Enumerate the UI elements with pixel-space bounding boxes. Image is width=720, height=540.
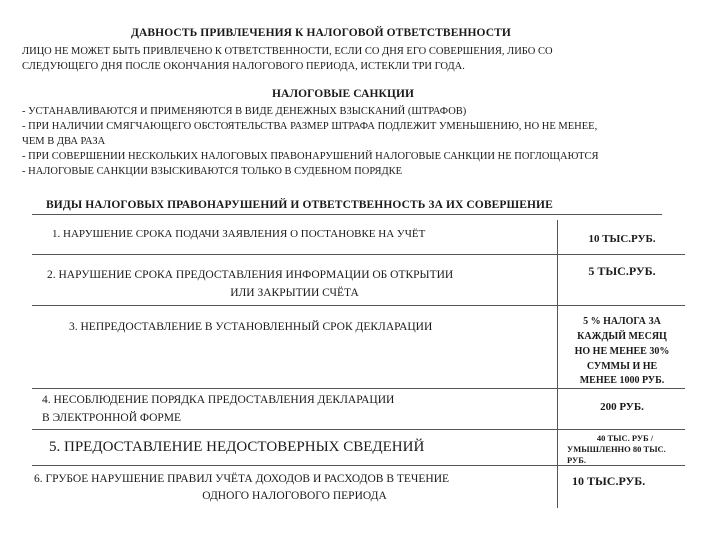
fine-amount: 5 ТЫС.РУБ. (588, 264, 656, 278)
violation-desc-cont: ИЛИ ЗАКРЫТИИ СЧЁТА (230, 287, 359, 299)
violations-title: ВИДЫ НАЛОГОВЫХ ПРАВОНАРУШЕНИЙ И ОТВЕТСТВЕННОСТЬ ЗА ИХ СОВЕРШЕНИЕ (46, 199, 553, 211)
violation-desc: 2. НАРУШЕНИЕ СРОКА ПРЕДОСТАВЛЕНИЯ ИНФОРМАЦИИ ОБ ОТКРЫТИИ (47, 269, 454, 281)
sanctions-line-3: ЧЕМ В ДВА РАЗА (22, 136, 106, 147)
sanctions-line-2: - ПРИ НАЛИЧИИ СМЯГЧАЮЩЕГО ОБСТОЯТЕЛЬСТВА РАЗМЕР ШТРАФА ПОДЛЕЖИТ УМЕНЬШЕНИЮ, НО НЕ МЕНЕЕ, (22, 121, 598, 132)
fine-amount: НО НЕ МЕНЕЕ 30% (574, 346, 670, 357)
fine-amount: КАЖДЫЙ МЕСЯЦ (577, 331, 667, 342)
sanctions-line-4: - ПРИ СОВЕРШЕНИИ НЕСКОЛЬКИХ НАЛОГОВЫХ ПРАВОНАРУШЕНИЙ НАЛОГОВЫЕ САНКЦИИ НЕ ПОГЛОЩАЮТСЯ (22, 151, 599, 162)
sanctions-title: НАЛОГОВЫЕ САНКЦИИ (272, 88, 415, 100)
fine-amount: 200 РУБ. (600, 401, 644, 413)
table-row (32, 389, 557, 430)
violation-desc: 6. ГРУБОЕ НАРУШЕНИЕ ПРАВИЛ УЧЁТА ДОХОДОВ И РАСХОДОВ В ТЕЧЕНИЕ (34, 473, 450, 485)
table-row (32, 313, 557, 389)
table-row (32, 220, 557, 255)
violation-desc: 5. ПРЕДОСТАВЛЕНИЕ НЕДОСТОВЕРНЫХ СВЕДЕНИЙ (49, 439, 425, 455)
prescription-line-1: ЛИЦО НЕ МОЖЕТ БЫТЬ ПРИВЛЕЧЕНО К ОТВЕТСТВЕННОСТИ, ЕСЛИ СО ДНЯ ЕГО СОВЕРШЕНИЯ, ЛИБО СО (22, 46, 553, 57)
sanctions-line-1: - УСТАНАВЛИВАЮТСЯ И ПРИМЕНЯЮТСЯ В ВИДЕ ДЕНЕЖНЫХ ВЗЫСКАНИЙ (ШТРАФОВ) (22, 106, 467, 117)
fine-amount: РУБ. (567, 455, 586, 465)
fine-amount: 5 % НАЛОГА ЗА (583, 316, 661, 327)
fine-amount: СУММЫ И НЕ (586, 361, 658, 372)
violation-desc: 3. НЕПРЕДОСТАВЛЕНИЕ В УСТАНОВЛЕННЫЙ СРОК ДЕКЛАРАЦИИ (69, 321, 433, 333)
fine-amount: УМЫШЛЕННО 80 ТЫС. (567, 444, 666, 454)
fine-cell (557, 306, 685, 389)
fine-cell (557, 466, 685, 508)
fine-cell (557, 389, 685, 430)
fine-amount: 10 ТЫС.РУБ. (588, 233, 656, 245)
table-row (32, 466, 557, 508)
violation-desc: 4. НЕСОБЛЮДЕНИЕ ПОРЯДКА ПРЕДОСТАВЛЕНИЯ ДЕКЛАРАЦИИ (42, 394, 395, 406)
fine-cell (557, 255, 685, 306)
prescription-title: ДАВНОСТЬ ПРИВЛЕЧЕНИЯ К НАЛОГОВОЙ ОТВЕТСТВЕННОСТИ (131, 27, 511, 39)
fine-amount: 10 ТЫС.РУБ. (572, 474, 646, 488)
fine-cell (557, 220, 685, 255)
violation-desc-cont: ОДНОГО НАЛОГОВОГО ПЕРИОДА (202, 490, 387, 502)
table-row (32, 430, 557, 466)
table-row (32, 262, 557, 306)
fine-amount: 40 ТЫС. РУБ / (596, 433, 654, 443)
violation-desc: 1. НАРУШЕНИЕ СРОКА ПОДАЧИ ЗАЯВЛЕНИЯ О ПОСТАНОВКЕ НА УЧЁТ (52, 228, 426, 240)
fine-amount: МЕНЕЕ 1000 РУБ. (579, 375, 665, 386)
title-divider (32, 214, 662, 215)
violation-desc-cont: В ЭЛЕКТРОННОЙ ФОРМЕ (42, 412, 182, 424)
sanctions-line-5: - НАЛОГОВЫЕ САНКЦИИ ВЗЫСКИВАЮТСЯ ТОЛЬКО В СУДЕБНОМ ПОРЯДКЕ (22, 166, 403, 177)
prescription-line-2: СЛЕДУЮЩЕГО ДНЯ ПОСЛЕ ОКОНЧАНИЯ НАЛОГОВОГО ПЕРИОДА, ИСТЕКЛИ ТРИ ГОДА. (22, 61, 465, 72)
fine-cell (557, 430, 685, 466)
